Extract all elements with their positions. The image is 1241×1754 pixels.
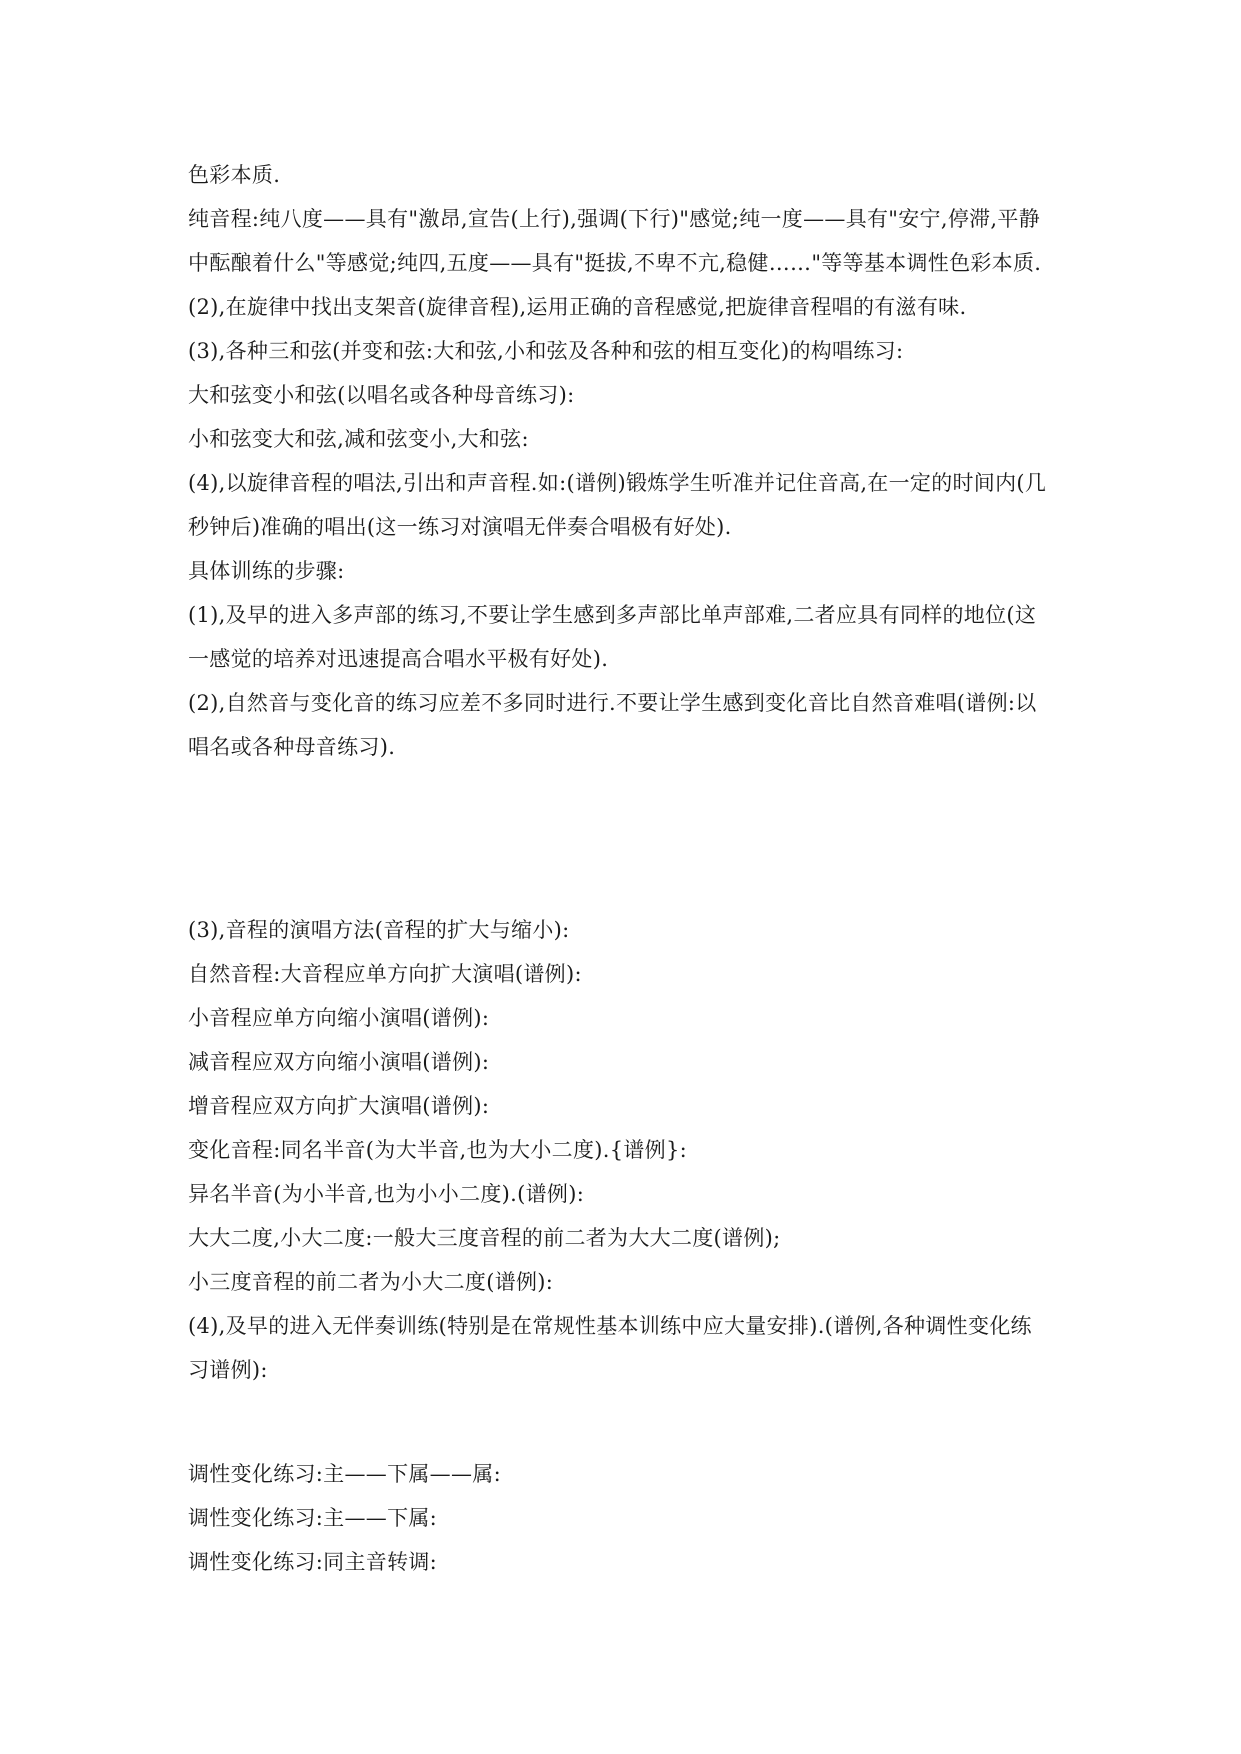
text-line: 色彩本质.: [188, 163, 281, 187]
text-block-1: [188, 153, 1060, 769]
text-line: (3),音程的演唱方法(音程的扩大与缩小):: [188, 918, 570, 942]
text-line: 小音程应单方向缩小演唱(谱例):: [188, 1006, 490, 1030]
text-line: 自然音程:大音程应单方向扩大演唱(谱例):: [188, 962, 582, 986]
text-line: 调性变化练习:主——下属——属:: [188, 1462, 501, 1486]
text-line: 具体训练的步骤:: [188, 559, 345, 583]
text-line: 唱名或各种母音练习).: [188, 735, 396, 759]
text-line: 纯音程:纯八度——具有"激昂,宣告(上行),强调(下行)"感觉;纯一度——具有"安宁,停滞,平静: [188, 207, 1040, 231]
text-line: (2),自然音与变化音的练习应差不多同时进行.不要让学生感到变化音比自然音难唱(谱例:以: [188, 691, 1037, 715]
text-line: (4),及早的进入无伴奏训练(特别是在常规性基本训练中应大量安排).(谱例,各种调性变化练: [188, 1314, 1032, 1338]
text-line: 增音程应双方向扩大演唱(谱例):: [188, 1094, 490, 1118]
text-line: 习谱例):: [188, 1358, 268, 1382]
text-line: 秒钟后)准确的唱出(这一练习对演唱无伴奏合唱极有好处).: [188, 515, 732, 539]
text-block-2: [188, 908, 1060, 1392]
text-line: 大大二度,小大二度:一般大三度音程的前二者为大大二度(谱例);: [188, 1226, 781, 1250]
text-block-3: [188, 1452, 1060, 1584]
text-line: 调性变化练习:主——下属:: [188, 1506, 438, 1530]
text-line: 一感觉的培养对迅速提高合唱水平极有好处).: [188, 647, 609, 671]
text-line: 小三度音程的前二者为小大二度(谱例):: [188, 1270, 554, 1294]
text-line: 异名半音(为小半音,也为小小二度).(谱例):: [188, 1182, 585, 1206]
text-line: 中酝酿着什么"等感觉;纯四,五度——具有"挺拔,不卑不亢,稳健……"等等基本调性色彩本质.: [188, 251, 1042, 275]
text-line: 减音程应双方向缩小演唱(谱例):: [188, 1050, 490, 1074]
text-line: (2),在旋律中找出支架音(旋律音程),运用正确的音程感觉,把旋律音程唱的有滋有味.: [188, 295, 967, 319]
text-line: 大和弦变小和弦(以唱名或各种母音练习):: [188, 383, 575, 407]
text-line: (1),及早的进入多声部的练习,不要让学生感到多声部比单声部难,二者应具有同样的地位(这: [188, 603, 1037, 627]
text-line: 变化音程:同名半音(为大半音,也为大小二度).{谱例}:: [188, 1138, 688, 1162]
text-line: (4),以旋律音程的唱法,引出和声音程.如:(谱例)锻炼学生听准并记住音高,在一定的时间内(几: [188, 471, 1047, 495]
text-line: 小和弦变大和弦,减和弦变小,大和弦:: [188, 427, 529, 451]
text-line: 调性变化练习:同主音转调:: [188, 1550, 438, 1574]
text-line: (3),各种三和弦(并变和弦:大和弦,小和弦及各种和弦的相互变化)的构唱练习:: [188, 339, 904, 363]
